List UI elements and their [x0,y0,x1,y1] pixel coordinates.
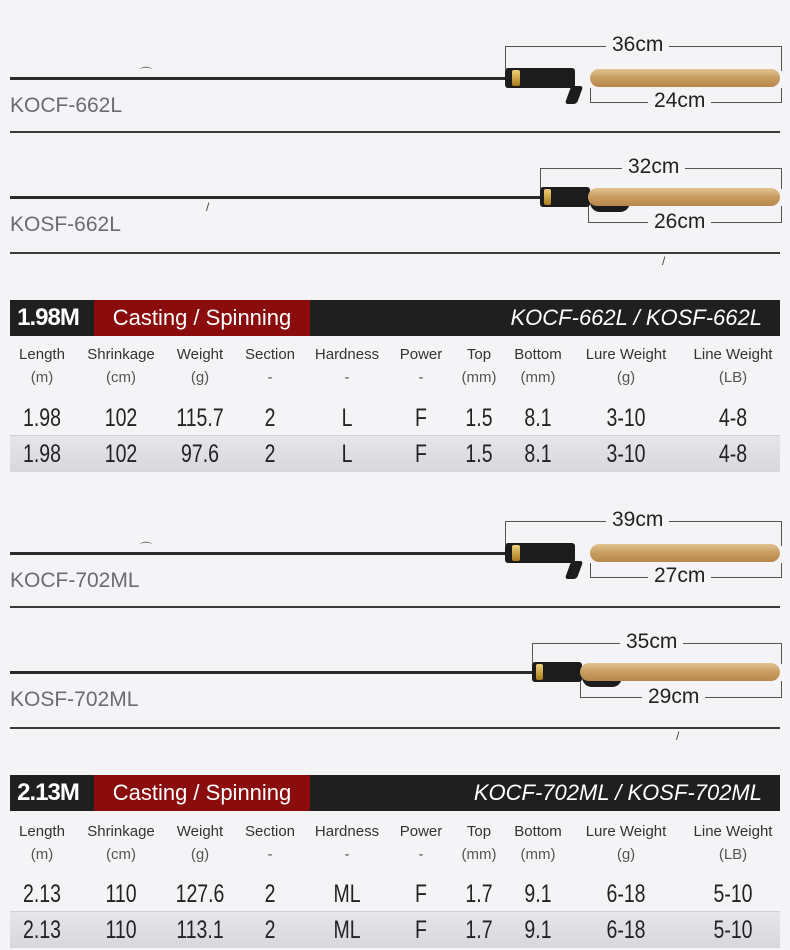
unit-weight: (g) [190,846,210,863]
table-row [10,876,780,912]
trigger [565,86,584,104]
total-length-label: 36cm [606,33,669,57]
header-weight: Weight [176,346,224,363]
gold-ring [544,189,551,205]
model-label: KOCF-662L [10,94,123,117]
handle-length-label: 29cm [642,685,705,709]
cell-length: 1.98 [23,440,61,468]
unit-shrinkage: (cm) [106,369,136,386]
total-length-label: 39cm [606,508,669,532]
unit-lure-weight: (g) [616,846,636,863]
unit-length: (m) [30,369,54,386]
unit-line-weight: (LB) [718,369,748,386]
cell-length: 2.13 [23,880,61,908]
unit-top: (mm) [461,846,497,863]
total-length-label: 35cm [620,630,683,654]
cell-weight: 97.6 [181,440,219,468]
header-lure-weight: Lure Weight [585,823,667,840]
header-hardness: Hardness [314,346,380,363]
cork-handle [580,663,780,681]
unit-top: (mm) [461,369,497,386]
header-lure-weight: Lure Weight [585,346,667,363]
spec-band [10,775,780,811]
cell-hardness: ML [333,916,361,944]
model-label: KOSF-662L [10,213,121,236]
unit-line-weight: (LB) [718,846,748,863]
cell-length: 2.13 [23,916,61,944]
trigger [565,561,584,579]
rod-guide: / [206,200,210,214]
cork-handle [590,544,780,562]
rod-guide: / [676,729,680,743]
spec-band [10,300,780,336]
cell-shrinkage: 102 [104,404,138,432]
cell-power: F [415,440,427,468]
header-line-weight: Line Weight [693,823,773,840]
cell-length: 1.98 [23,404,61,432]
header-weight: Weight [176,823,224,840]
unit-lure-weight: (g) [616,369,636,386]
model-label: KOCF-702ML [10,569,140,592]
total-length-label: 32cm [622,155,685,179]
rod-blank [10,196,540,199]
cell-section: 2 [264,880,276,908]
cell-power: F [415,404,427,432]
cell-top: 1.7 [465,880,493,908]
unit-power: - [418,846,424,863]
cell-section: 2 [264,404,276,432]
unit-hardness: - [344,846,350,863]
model-label: KOSF-702ML [10,688,139,711]
rod-guide: ⌒ [140,541,153,555]
models-label: KOCF-662L / KOSF-662L [510,305,762,330]
handle-length-label: 24cm [648,89,711,113]
handle-length-label: 26cm [648,210,711,234]
table-row [10,912,780,948]
unit-weight: (g) [190,369,210,386]
cell-bottom: 8.1 [524,404,552,432]
header-top: Top [466,823,492,840]
unit-section: - [267,369,273,386]
cell-top: 1.5 [465,404,493,432]
cell-line-weight: 4-8 [718,440,748,468]
cell-hardness: L [341,404,353,432]
header-hardness: Hardness [314,823,380,840]
header-section: Section [244,346,296,363]
cell-hardness: ML [333,880,361,908]
header-length: Length [19,346,65,363]
unit-power: - [418,369,424,386]
cell-top: 1.7 [465,916,493,944]
rod-guide: ⌒ [140,66,153,80]
header-line-weight: Line Weight [693,346,773,363]
cell-hardness: L [341,440,353,468]
cell-lure-weight: 6-18 [606,916,646,944]
handle-length-label: 27cm [648,564,711,588]
cell-weight: 115.7 [176,404,224,432]
unit-hardness: - [344,369,350,386]
cell-top: 1.5 [465,440,493,468]
rod-tip-section [10,131,780,133]
cell-lure-weight: 6-18 [606,880,646,908]
models-label: KOCF-702ML / KOSF-702ML [473,780,762,805]
gold-ring [512,545,520,561]
cell-weight: 113.1 [176,916,224,944]
header-top: Top [466,346,492,363]
rod-blank [10,77,505,80]
cell-bottom: 8.1 [524,440,552,468]
cell-shrinkage: 110 [105,916,137,944]
cell-section: 2 [264,916,276,944]
cell-lure-weight: 3-10 [606,404,646,432]
type-badge: Casting / Spinning [94,300,310,336]
unit-shrinkage: (cm) [106,846,136,863]
cork-handle [590,69,780,87]
header-section: Section [244,823,296,840]
cell-line-weight: 5-10 [713,880,753,908]
rod-guide: / [662,254,666,268]
type-badge: Casting / Spinning [94,775,310,811]
cell-power: F [415,916,427,944]
cell-line-weight: 4-8 [718,404,748,432]
gold-ring [512,70,520,86]
rod-blank [10,671,532,674]
header-bottom: Bottom [514,823,562,840]
header-bottom: Bottom [514,346,562,363]
cell-bottom: 9.1 [524,880,552,908]
rod-tip-section [10,727,780,729]
table-row [10,436,780,472]
unit-bottom: (mm) [520,369,556,386]
unit-bottom: (mm) [520,846,556,863]
cell-bottom: 9.1 [524,916,552,944]
length-badge: 1.98M [17,304,79,331]
header-power: Power [399,823,443,840]
cell-shrinkage: 110 [105,880,137,908]
cell-lure-weight: 3-10 [606,440,646,468]
unit-length: (m) [30,846,54,863]
cell-power: F [415,880,427,908]
cork-handle [588,188,780,206]
unit-section: - [267,846,273,863]
cell-line-weight: 5-10 [713,916,753,944]
cell-shrinkage: 102 [104,440,138,468]
rod-blank [10,552,505,555]
header-shrinkage: Shrinkage [87,346,155,363]
gold-ring [536,664,543,680]
header-length: Length [19,823,65,840]
cell-weight: 127.6 [175,880,225,908]
table-row [10,400,780,436]
header-shrinkage: Shrinkage [87,823,155,840]
length-badge: 2.13M [17,779,79,806]
cell-section: 2 [264,440,276,468]
header-power: Power [399,346,443,363]
rod-tip-section [10,606,780,608]
